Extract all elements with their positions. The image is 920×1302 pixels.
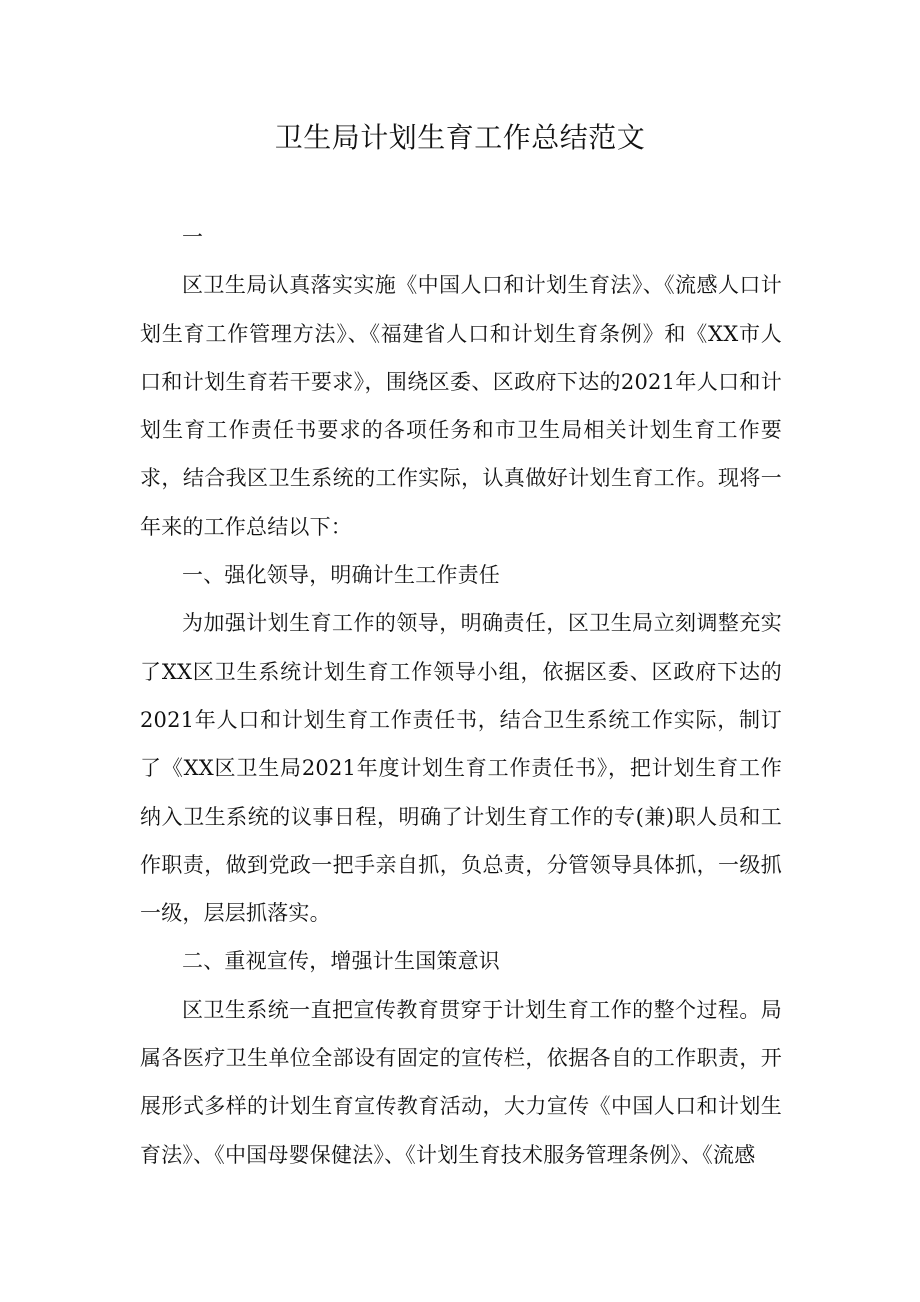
document-body — [140, 213, 782, 1179]
body-paragraph: 为加强计划生育工作的领导，明确责任，区卫生局立刻调整充实了XX区卫生系统计划生育工作领导小组，依据区委、区政府下达的2021年人口和计划生育工作责任书，结合卫生系统工作实际，制订了《XX区卫生局2021年度计划生育工作责任书》，把计划生育工作纳入卫生系统的议事日程，明确了计划生育工作的专(兼)职人员和工作职责，做到党政一把手亲自抓，负总责，分管领导具体抓，一级抓一级，层层抓落实。 — [140, 611, 782, 926]
section-heading: 二、重视宣传，增强计生国策意识 — [182, 949, 500, 974]
body-paragraph: 区卫生系统一直把宣传教育贯穿于计划生育工作的整个过程。局属各医疗卫生单位全部设有固定的宣传栏，依据各自的工作职责，开展形式多样的计划生育宣传教育活动，大力宣传《中国人口和计划生育法》、《中国母婴保健法》、《计划生育技术服务管理条例》、《流感 — [140, 997, 782, 1167]
section-heading: 一、强化领导，明确计生工作责任 — [182, 563, 500, 588]
section-number: 一 — [182, 225, 204, 249]
document-title: 卫生局计划生育工作总结范文 — [274, 121, 646, 154]
body-paragraph: 区卫生局认真落实实施《中国人口和计划生育法》、《流感人口计划生育工作管理方法》、《福建省人口和计划生育条例》和《XX市人口和计划生育若干要求》，围绕区委、区政府下达的2021年人口和计划生育工作责任书要求的各项任务和市卫生局相关计划生育工作要求，结合我区卫生系统的工作实际，认真做好计划生育工作。现将一年来的工作总结以下： — [140, 273, 782, 539]
